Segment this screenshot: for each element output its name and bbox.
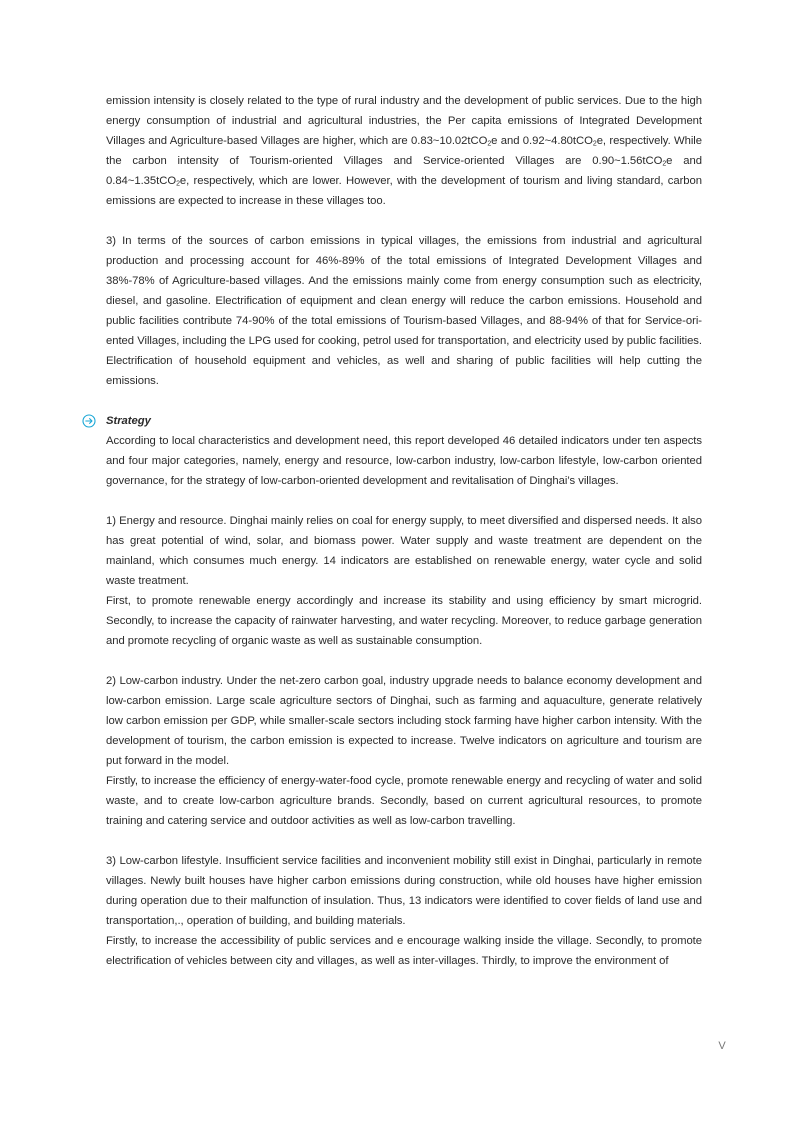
intro-paragraph: emission intensity is closely related to the type of rural industry and the development of public services. Due to the high energy consumption of industrial and agricultural industries, the Per capita emissions of Integrated Development Villages and Agriculture-based Villages are higher, which are 0.83~10.02tCO$_2$e and 0.92~4.80tCO$_2$e, respectively. While the carbon intensity of Tourism-oriented Villages and Service-oriented Villages are 0.90~1.56tCO$_2$e and 0.84~1.35tCO$_2$e, respectively, which are lower. However, with the development of tourism and living standard, carbon emissions are expected to increase in these villages too. bbox=[106, 95, 702, 207]
circle-arrow-right-icon bbox=[82, 414, 96, 428]
page-content bbox=[106, 91, 702, 971]
low-carbon-lifestyle-paragraph: 3) Low-carbon lifestyle. Insufficient service facilities and inconvenient mobility still exist in Dinghai, particularly in remote villages. Newly built houses have higher carbon emissions during construction, while old houses have higher emission during operation due to their malfunction of insulation. Thus, 13 indicators were identified to cover fields of land use and transportation,., operation of building, and building materials. bbox=[106, 855, 702, 927]
strategy-intro-paragraph: According to local characteristics and development need, this report developed 46 detailed indicators under ten aspects and four major categories, namely, energy and resource, low-carbon industry, low-carbon lifestyle, low-carbon oriented governance, for the strategy of low-carbon-oriented development and revitalisation of Dinghai’s villages. bbox=[106, 435, 702, 487]
strategy-heading: Strategy bbox=[106, 415, 151, 427]
low-carbon-industry-paragraph: 2) Low-carbon industry. Under the net-zero carbon goal, industry upgrade needs to balance economy development and low-carbon emission. Large scale agriculture sectors of Dinghai, such as farming and aquaculture, generate relatively low carbon emission per GDP, while smaller-scale sectors including stock farming have higher carbon intensity. With the development of tourism, the carbon emission is expected to increase. Twelve indicators on agriculture and tourism are put forward in the model. bbox=[106, 675, 702, 767]
emission-sources-paragraph: 3) In terms of the sources of carbon emissions in typical villages, the emissions from industrial and agricultural production and processing account for 46%-89% of the total emissions of Integrated Development Villages and 38%-78% of Agriculture-based villages. And the emissions mainly come from energy consumption such as electricity, diesel, and gasoline. Electrification of equipment and clean energy will reduce the carbon emissions. Household and public facilities contribute 74-90% of the total emissions of Tourism-based Villages, and 88-94% of that for Service-ori- ented Villages, including the LPG used for cooking, petrol used for transportation, and electricity used by public facilities. Electrification of household equipment and vehicles, as well and sharing of public facilities will help cutting the emissions. bbox=[106, 235, 702, 387]
energy-resource-followup: First, to promote renewable energy accordingly and increase its stability and using efficiency by smart microgrid. Secondly, to increase the capacity of rainwater harvesting, and water recycling. Moreover, to reduce garbage generation and promote recycling of organic waste as well as sustainable consumption. bbox=[106, 595, 702, 647]
strategy-section-heading bbox=[106, 411, 702, 431]
low-carbon-industry-followup: Firstly, to increase the efficiency of energy-water-food cycle, promote renewable energy and recycling of water and solid waste, and to create low-carbon agriculture brands. Secondly, based on current agricultural resources, to promote training and catering service and outdoor activities as well as low-carbon travelling. bbox=[106, 775, 702, 827]
page-number: V bbox=[718, 1040, 726, 1052]
low-carbon-lifestyle-followup: Firstly, to increase the accessibility of public services and e encourage walking inside the village. Secondly, to promote electrification of vehicles between city and villages, as well as inter-villages. Thirdly, to improve the environment of bbox=[106, 935, 702, 967]
energy-resource-paragraph: 1) Energy and resource. Dinghai mainly relies on coal for energy supply, to meet diversified and dispersed needs. It also has great potential of wind, solar, and biomass power. Water supply and waste treatment are dependent on the mainland, which consumes much energy. 14 indicators are established on renewable energy, water cycle and solid waste treatment. bbox=[106, 515, 702, 587]
